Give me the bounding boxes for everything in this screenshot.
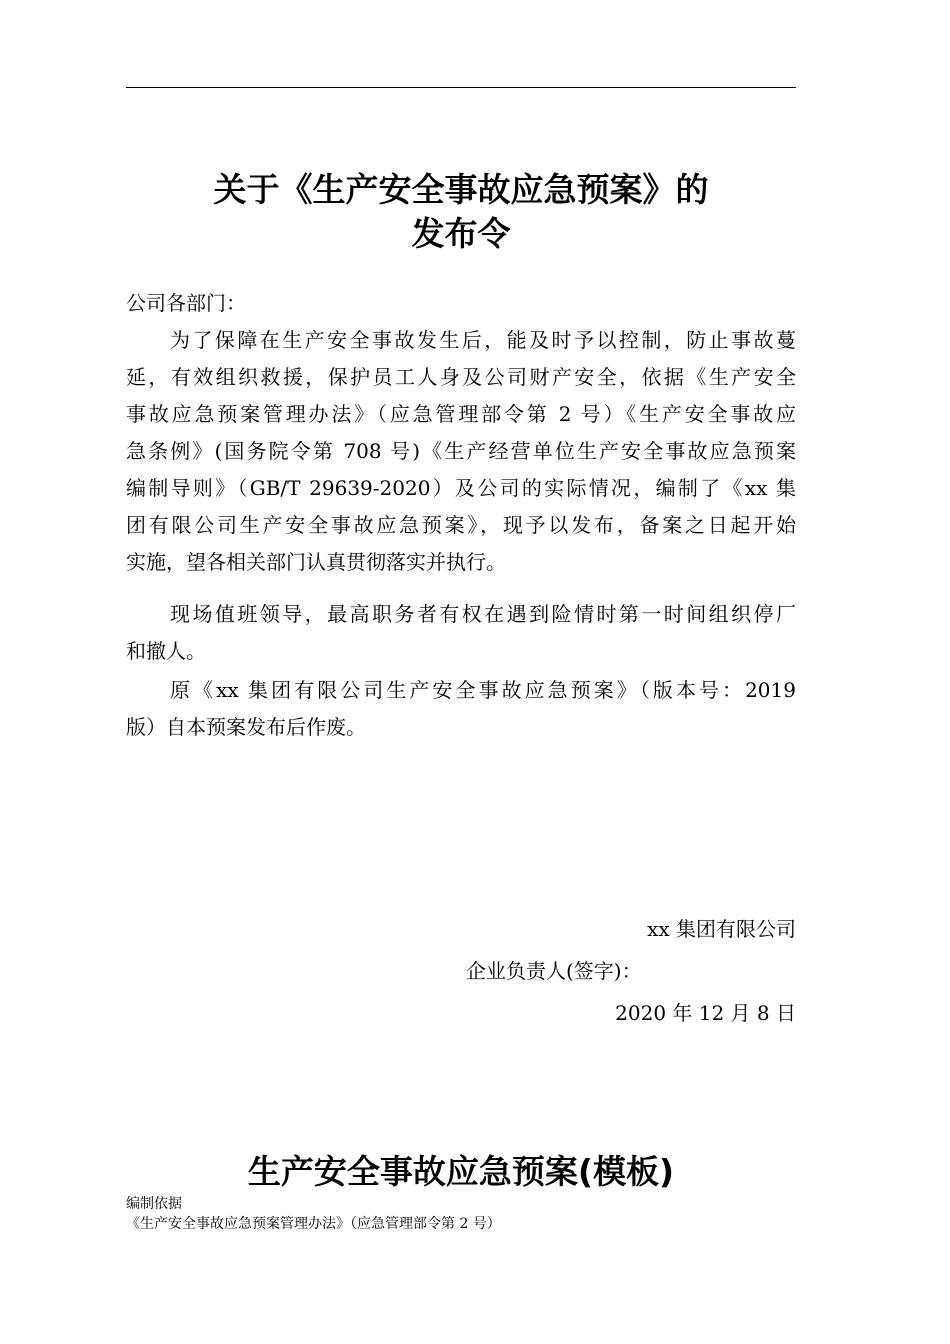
paragraph-line: 事故应急预案管理办法》（应急管理部令第 2 号）《生产安全事故应 — [126, 402, 796, 426]
section-heading: 生产安全事故应急预案(模板) — [247, 1152, 675, 1191]
paragraph-line: 原《xx 集团有限公司生产安全事故应急预案》（版本号：2019 — [170, 678, 796, 702]
salutation: 公司各部门： — [126, 291, 246, 315]
paragraph-2 — [126, 596, 796, 670]
signature-date: 2020 年 12 月 8 日 — [615, 1001, 796, 1025]
title-line-1: 关于《生产安全事故应急预案》的 — [213, 170, 709, 209]
header-rule — [126, 87, 796, 88]
signature-company: xx 集团有限公司 — [647, 917, 796, 941]
paragraph-line: 急条例》(国务院令第 708 号)《生产经营单位生产安全事故应急预案 — [126, 439, 796, 463]
paragraph-line: 现场值班领导，最高职务者有权在遇到险情时第一时间组织停厂 — [170, 602, 796, 626]
paragraph-3 — [126, 672, 796, 746]
paragraph-1 — [126, 322, 796, 581]
basis-label: 编制依据 — [126, 1196, 182, 1212]
document-title — [126, 168, 796, 256]
basis-item: 《生产安全事故应急预案管理办法》（应急管理部令第 2 号） — [126, 1216, 501, 1232]
paragraph-line: 实施，望各相关部门认真贯彻落实并执行。 — [126, 550, 506, 574]
paragraph-line: 为了保障在生产安全事故发生后，能及时予以控制，防止事故蔓 — [170, 328, 796, 352]
paragraph-line: 团有限公司生产安全事故应急预案》，现予以发布，备案之日起开始 — [126, 513, 796, 537]
paragraph-line: 编制导则》（GB/T 29639-2020）及公司的实际情况，编制了《xx 集 — [126, 476, 796, 500]
paragraph-line: 版）自本预案发布后作废。 — [126, 715, 366, 739]
paragraph-line: 延，有效组织救援，保护员工人身及公司财产安全，依据《生产安全 — [126, 365, 796, 389]
paragraph-line: 和撤人。 — [126, 639, 206, 663]
signature-responsible-person: 企业负责人(签字)： — [466, 959, 642, 983]
title-line-2: 发布令 — [411, 214, 511, 253]
